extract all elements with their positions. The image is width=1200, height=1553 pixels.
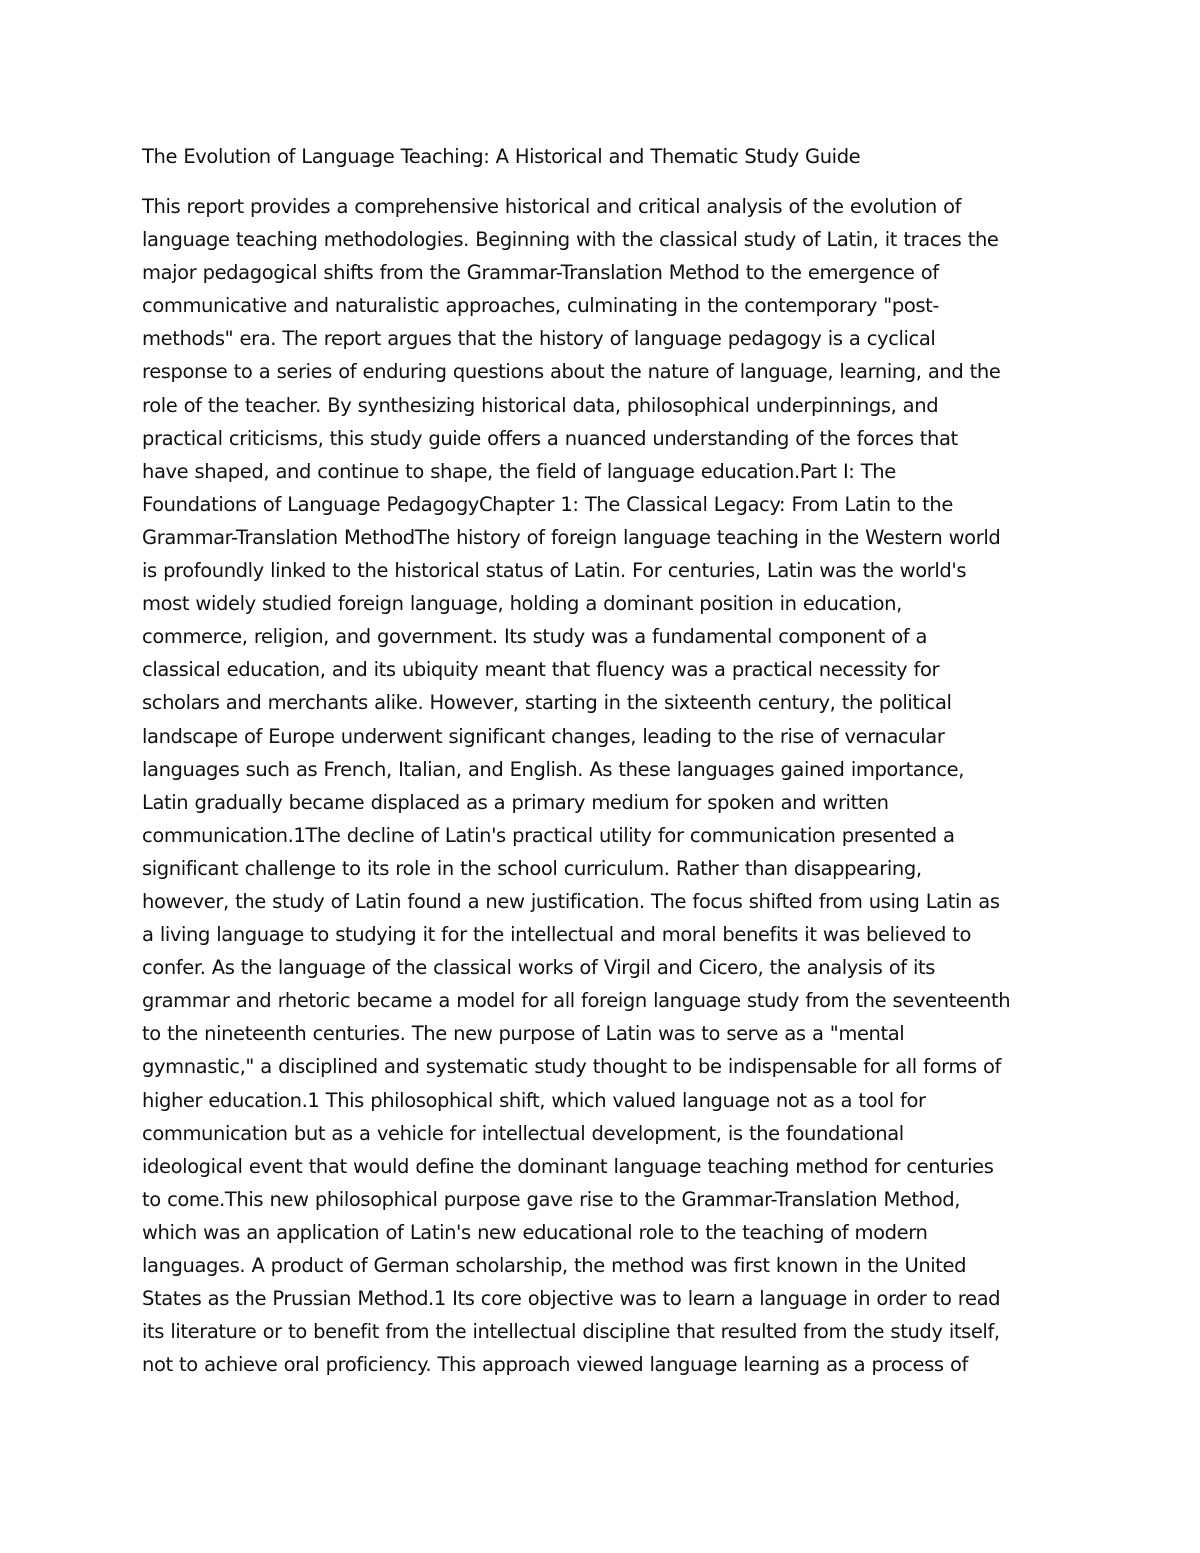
body-text-line: This report provides a comprehensive historical and critical analysis of the evolution of xyxy=(142,195,962,218)
body-text-line: is profoundly linked to the historical status of Latin. For centuries, Latin was the world's xyxy=(142,559,967,583)
body-text-line: practical criticisms, this study guide offers a nuanced understanding of the forces that xyxy=(142,426,958,450)
body-text-line: to come.This new philosophical purpose gave rise to the Grammar-Translation Method, xyxy=(142,1187,961,1211)
body-text-line: to the nineteenth centuries. The new purpose of Latin was to serve as a "mental xyxy=(142,1022,905,1046)
body-text-line: language teaching methodologies. Beginning with the classical study of Latin, it traces the xyxy=(142,228,999,252)
body-text-line: a living language to studying it for the intellectual and moral benefits it was believed to xyxy=(142,923,972,947)
body-text-line: languages such as French, Italian, and English. As these languages gained importance, xyxy=(142,757,965,781)
body-text-line: most widely studied foreign language, holding a dominant position in education, xyxy=(142,592,902,616)
body-text-line: gymnastic," a disciplined and systematic study thought to be indispensable for all forms of xyxy=(142,1055,1002,1079)
body-text-line: States as the Prussian Method.1 Its core objective was to learn a language in order to read xyxy=(142,1287,1001,1311)
body-text-line: higher education.1 This philosophical shift, which valued language not as a tool for xyxy=(142,1088,926,1112)
body-text-line: commerce, religion, and government. Its study was a fundamental component of a xyxy=(142,625,928,649)
body-text-line: Grammar-Translation MethodThe history of foreign language teaching in the Western world xyxy=(142,525,1001,549)
body-text-line: languages. A product of German scholarship, the method was first known in the United xyxy=(142,1254,967,1277)
body-text-line: have shaped, and continue to shape, the field of language education.Part I: The xyxy=(142,459,896,483)
body-text-line: Latin gradually became displaced as a primary medium for spoken and written xyxy=(142,790,889,814)
body-text-line: communication.1The decline of Latin's practical utility for communication presented a xyxy=(142,823,955,847)
body-text-line: however, the study of Latin found a new justification. The focus shifted from using Latin as xyxy=(142,889,1000,913)
body-text-line: significant challenge to its role in the school curriculum. Rather than disappearing, xyxy=(142,856,922,880)
body-text-line: communicative and naturalistic approaches, culminating in the contemporary "post- xyxy=(142,294,939,318)
body-text-line: its literature or to benefit from the intellectual discipline that resulted from the study itself, xyxy=(142,1320,1000,1344)
body-text-line: grammar and rhetoric became a model for all foreign language study from the seventeenth xyxy=(142,989,1011,1013)
body-text-line: role of the teacher. By synthesizing historical data, philosophical underpinnings, and xyxy=(142,393,939,417)
body-text-line: ideological event that would define the dominant language teaching method for centuries xyxy=(142,1154,994,1178)
body-text-line: scholars and merchants alike. However, starting in the sixteenth century, the political xyxy=(142,691,952,715)
document-title: The Evolution of Language Teaching: A Historical and Thematic Study Guide xyxy=(142,145,861,168)
body-text-line: major pedagogical shifts from the Grammar-Translation Method to the emergence of xyxy=(142,261,939,285)
body-text-line: methods" era. The report argues that the history of language pedagogy is a cyclical xyxy=(142,327,936,351)
body-text-line: landscape of Europe underwent significant changes, leading to the rise of vernacular xyxy=(142,724,945,748)
body-text-line: Foundations of Language PedagogyChapter 1: The Classical Legacy: From Latin to the xyxy=(142,492,953,516)
body-text-line: which was an application of Latin's new educational role to the teaching of modern xyxy=(142,1220,928,1244)
document-body xyxy=(142,190,1057,1381)
body-text-line: confer. As the language of the classical works of Virgil and Cicero, the analysis of its xyxy=(142,956,936,980)
body-text-line: communication but as a vehicle for intellectual development, is the foundational xyxy=(142,1121,904,1145)
body-text-line: response to a series of enduring questions about the nature of language, learning, and the xyxy=(142,360,1001,384)
body-text-line: not to achieve oral proficiency. This approach viewed language learning as a process of xyxy=(142,1353,968,1377)
body-text-line: classical education, and its ubiquity meant that fluency was a practical necessity for xyxy=(142,658,940,682)
document-content xyxy=(142,140,1057,1381)
